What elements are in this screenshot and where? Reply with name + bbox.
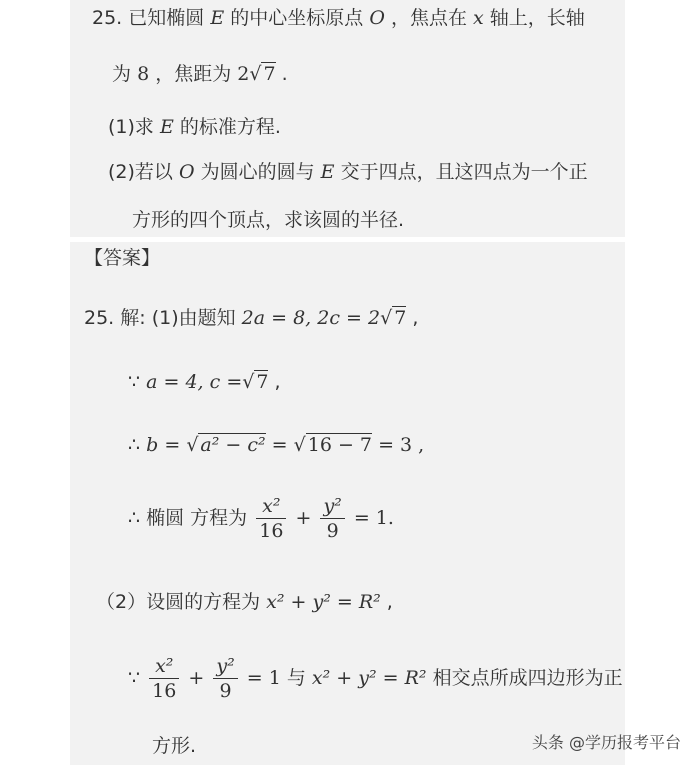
radicand: 7 (394, 307, 407, 329)
text: 与 (286, 667, 306, 689)
var-o: O (178, 161, 195, 183)
text: 的中心坐标原点 (230, 7, 364, 29)
question-part-2 (108, 160, 588, 184)
answer-line-3: ∴ b = √ a² − c² = √ 16 − 7 = 3 , (128, 434, 425, 456)
text: , (386, 591, 393, 613)
because-symbol: ∵ (128, 667, 141, 689)
equals: = (271, 434, 288, 456)
question-part-2-cont (132, 208, 404, 232)
numerator: x² (256, 494, 286, 519)
math: x² + y² = R² (311, 667, 427, 689)
radicand: 7 (256, 371, 269, 393)
therefore-symbol: ∴ (128, 507, 141, 529)
text: , (274, 371, 281, 393)
question-number: 25. (92, 7, 123, 29)
text: 轴上，长轴 (489, 7, 585, 29)
text: 为 (112, 63, 132, 85)
math: x² + y² = R² (266, 591, 381, 613)
math: 2a = 8, 2c = 2 (241, 307, 381, 329)
denominator: 9 (326, 520, 339, 542)
var-e: E (159, 116, 174, 138)
denominator: 9 (219, 680, 232, 702)
text: 椭圆 方程为 (146, 507, 248, 529)
text: . (281, 63, 288, 85)
fraction (320, 494, 344, 543)
number: 8 (137, 63, 150, 85)
numerator: y² (320, 494, 344, 519)
text: 方形. (152, 735, 197, 757)
text: 交于四点，且这四点为一个正 (340, 161, 588, 183)
var-e: E (320, 161, 335, 183)
answer-line-4 (128, 494, 394, 543)
answer-heading (84, 246, 160, 270)
text: = 3 , (378, 434, 425, 456)
fraction (149, 654, 179, 703)
question-line-1 (92, 6, 585, 30)
number: 2 (237, 63, 250, 85)
math: b = (146, 434, 181, 456)
equals: = 1 (246, 667, 281, 689)
radicand: a² − c² (200, 434, 266, 456)
text: (1)求 (108, 116, 154, 138)
text: ，焦距为 (155, 63, 232, 85)
therefore-symbol: ∴ (128, 434, 141, 456)
var-e: E (210, 7, 225, 29)
answer-line-5 (96, 590, 393, 614)
text: 已知椭圆 (128, 7, 205, 29)
fraction (213, 654, 237, 703)
text: ，焦点在 (390, 7, 467, 29)
denominator: 16 (152, 680, 177, 702)
question-line-2: 为 8 ，焦距为 2√ 7 . (112, 63, 288, 85)
radicand: 7 (263, 63, 276, 85)
question-part-1 (108, 115, 281, 139)
text: = 1. (353, 507, 394, 529)
numerator: x² (149, 654, 179, 679)
math: a = 4, c = (146, 371, 243, 393)
var-o: O (369, 7, 385, 29)
watermark: 头条 @学历报考平台 (531, 733, 681, 752)
answer-line-2: ∵ a = 4, c =√ 7 , (128, 371, 281, 393)
var-x: x (473, 7, 484, 29)
text: 25. 解: (1)由题知 (84, 307, 236, 329)
answer-line-7 (152, 734, 196, 758)
denominator: 16 (259, 520, 284, 542)
radicand: 16 − 7 (307, 434, 373, 456)
plus: + (295, 507, 312, 529)
answer-line-1: 25. 解: (1)由题知 2a = 8, 2c = 2√ 7 , (84, 307, 419, 329)
text: 方形的四个顶点，求该圆的半径. (132, 209, 405, 231)
because-symbol: ∵ (128, 371, 141, 393)
text: (2)若以 (108, 161, 173, 183)
answer-line-6 (128, 654, 623, 703)
numerator: y² (213, 654, 237, 679)
text: 相交点所成四边形为正 (432, 667, 623, 689)
plus: + (188, 667, 205, 689)
text: 的标准方程. (179, 116, 281, 138)
text: （2）设圆的方程为 (96, 591, 261, 613)
heading: 【答案】 (84, 247, 161, 269)
text: , (412, 307, 419, 329)
fraction (256, 494, 286, 543)
text: 为圆心的圆与 (200, 161, 315, 183)
